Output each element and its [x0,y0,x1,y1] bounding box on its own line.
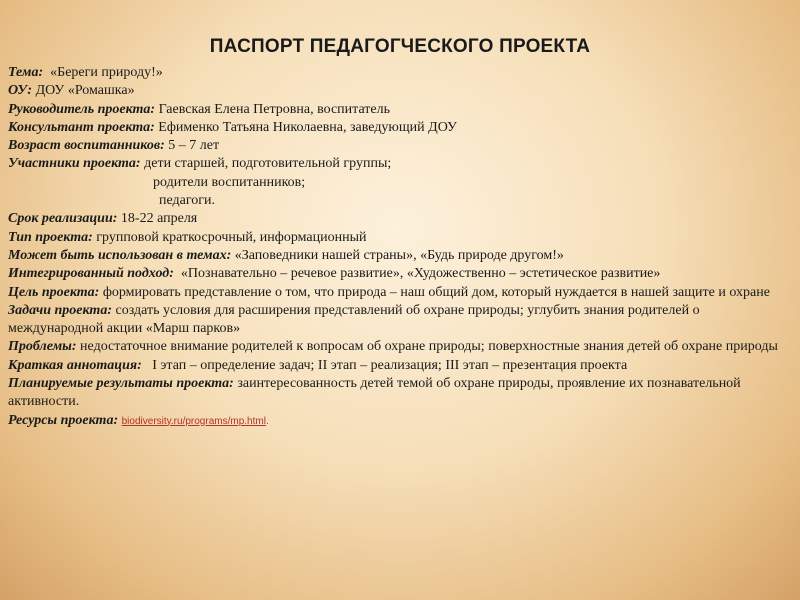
row-organization [8,82,796,100]
row-label: Ресурсы проекта: [8,412,119,428]
row-value: групповой краткосрочный, информационный [92,229,367,245]
row-value: «Береги природу!» [43,65,163,80]
row-value: «Познавательно – речевое развитие», «Художественно – эстетическое развитие» [173,266,661,282]
row-label: Участники проекта: [8,156,141,172]
row-label: Интегрированный подход: [8,266,174,282]
row-label: Тема: [8,65,44,80]
row-value: «Заповедники нашей страны», «Будь природе другом!» [231,247,564,263]
row-label: Срок реализации: [8,211,118,227]
row-goal [8,284,796,302]
row-value: Ефименко Татьяна Николаевна, заведующий ДОУ [154,119,457,135]
row-problems [8,338,796,356]
row-label: Может быть использован в темах: [8,247,232,263]
row-label: Планируемые результаты проекта: [8,376,234,392]
row-label: Руководитель проекта: [8,101,156,117]
row-label: Краткая аннотация: [8,357,142,373]
row-participants-teachers [8,192,796,210]
row-tasks [8,302,796,339]
row-label: Цель проекта: [8,284,100,300]
row-label: ОУ: [8,83,33,99]
row-integrated-approach [8,265,796,283]
row-annotation [8,357,796,375]
row-label: Задачи проекта: [8,302,112,318]
resources-link[interactable]: biodiversity.ru/programs/mp.html [121,415,266,427]
row-value: 18-22 апреля [117,211,198,227]
row-label: Проблемы: [8,339,77,355]
row-value: создать условия для расширения представлений об охране природы; углубить знания родителей о международной акции «Марш парков» [8,302,700,337]
row-type [8,229,796,247]
row-value: I этап – определение задач; II этап – реализация; III этап – презентация проекта [141,357,628,373]
row-value: родители воспитанников; [153,174,306,190]
row-topics [8,247,796,265]
row-participants [8,155,796,173]
row-label: Тип проекта: [8,229,93,245]
row-topic [8,64,796,82]
row-value: 5 – 7 лет [164,138,220,154]
row-consultant [8,119,796,137]
row-value: формировать представление о том, что природа – наш общий дом, который нуждается в нашей защите и охране [99,284,770,300]
project-passport [8,64,796,431]
row-label: Консультант проекта: [8,119,155,135]
row-label: Возраст воспитанников: [8,138,165,154]
row-supervisor [8,101,796,119]
row-age [8,137,796,155]
row-value: недостаточное внимание родителей к вопросам об охране природы; поверхностные знания детей об охране природы [76,339,778,355]
row-period [8,210,796,228]
row-value: заинтересованность детей темой об охране природы, проявление их познавательной активности. [8,376,741,410]
row-participants-parents [8,174,796,192]
row-value: педагоги. [159,193,215,209]
row-value: Гаевская Елена Петровна, воспитатель [155,101,391,117]
row-expected-results [8,375,796,412]
row-value: дети старшей, подготовительной группы; [140,156,392,172]
resources-link-trailing: . [265,415,269,427]
page-title: ПАСПОРТ ПЕДАГОГЧЕСКОГО ПРОЕКТА [209,36,591,57]
row-value: ДОУ «Ромашка» [32,83,135,99]
row-resources [8,412,796,431]
